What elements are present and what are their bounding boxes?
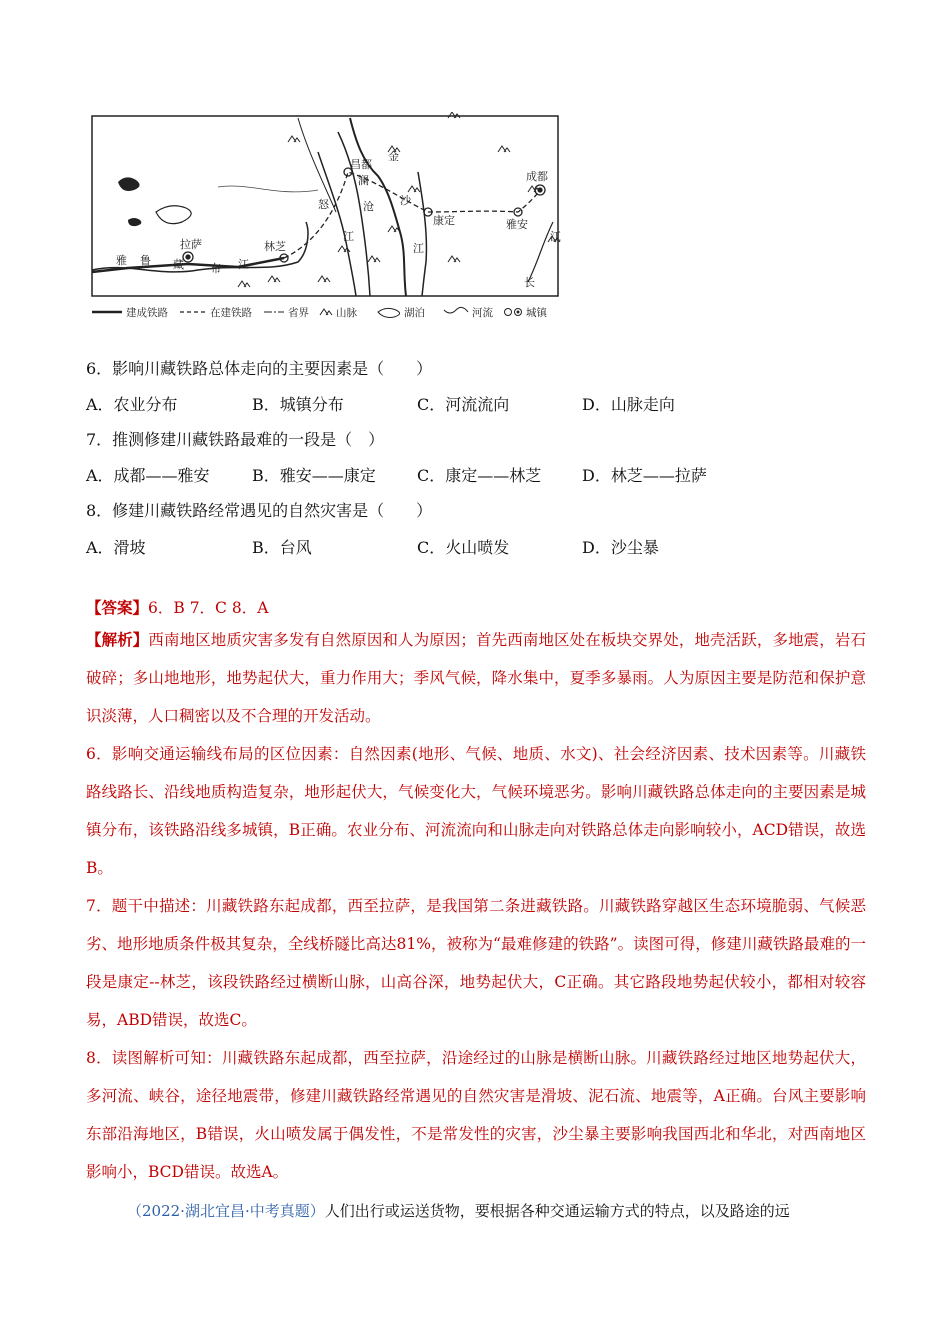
city-label-chengdu: 成都 xyxy=(526,170,548,183)
analysis-intro: 西南地区地质灾害多发有自然原因和人为原因；首先西南地区处在板块交界处，地壳活跃，多地震，岩石破碎；多山地地形，地势起伏大，重力作用大；季风气候，降水集中，夏季多暴雨。人为原因主要是防范和保护意识淡薄，人口稠密以及不合理的开发活动。 xyxy=(86,631,866,725)
svg-text:建成铁路: 建成铁路 xyxy=(126,307,168,319)
analysis-q8: 8．读图解析可知：川藏铁路东起成都，西至拉萨，沿途经过的山脉是横断山脉。川藏铁路经过地区地势起伏大，多河流、峡谷，途径地震带，修建川藏铁路经常遇见的自然灾害是滑坡、泥石流、地震等，A正确。台风主要影响东部沿海地区，B错误，火山喷发属于偶发性，不是常发性的灾害，沙尘暴主要影响我国西北和华北，对西南地区影响小，BCD错误。故选A。 xyxy=(86,1049,866,1181)
question-6-option-c: C．河流流向 xyxy=(417,395,510,414)
city-label-kangding: 康定 xyxy=(433,214,455,227)
svg-text:江: 江 xyxy=(238,258,249,271)
question-8-option-b: B．台风 xyxy=(252,538,312,557)
svg-text:河流: 河流 xyxy=(472,307,493,319)
river-label-jinsha: 金 xyxy=(388,150,399,163)
sichuan-tibet-railway-map xyxy=(88,112,570,324)
question-7-option-d: D．林芝——拉萨 xyxy=(582,466,707,485)
question-8-stem: 8．修建川藏铁路经常遇见的自然灾害是（ ） xyxy=(86,501,433,520)
svg-text:沙: 沙 xyxy=(400,194,411,207)
city-label-lasa: 拉萨 xyxy=(180,238,202,251)
question-7-stem: 7．推测修建川藏铁路最难的一段是（ ） xyxy=(86,430,385,449)
question-source: （2022·湖北宜昌·中考真题） xyxy=(127,1202,325,1220)
river-label-lancang: 澜 xyxy=(358,174,369,187)
analysis-q7: 7．题干中描述：川藏铁路东起成都，西至拉萨，是我国第二条进藏铁路。川藏铁路穿越区生态环境脆弱、气候恶劣、地形地质条件极其复杂，全线桥隧比高达81%，被称为“最难修建的铁路”。读图可得，修建川藏铁路最难的一段是康定--林芝，该段铁路经过横断山脉，山高谷深，地势起伏大，C正确。其它路段地势起伏较小，都相对较容易，ABD错误，故选C。 xyxy=(86,897,866,1029)
svg-text:沧: 沧 xyxy=(363,200,374,213)
svg-text:山脉: 山脉 xyxy=(336,307,357,319)
svg-text:藏: 藏 xyxy=(173,258,184,271)
question-7-option-c: C．康定——林芝 xyxy=(417,466,542,485)
map-legend xyxy=(92,306,548,319)
svg-text:江: 江 xyxy=(343,230,354,243)
question-8-option-d: D．沙尘暴 xyxy=(582,538,659,557)
analysis-label: 【解析】 xyxy=(86,630,149,649)
next-question-line xyxy=(127,1200,790,1221)
analysis-block xyxy=(86,597,866,1191)
question-text: 人们出行或运送货物，要根据各种交通运输方式的特点，以及路途的远 xyxy=(324,1202,790,1220)
question-7-option-b: B．雅安——康定 xyxy=(252,466,376,485)
svg-text:鲁: 鲁 xyxy=(140,254,151,267)
river-label-nu: 怒 xyxy=(318,198,329,211)
river-label-chang: 江 xyxy=(550,230,561,243)
svg-text:在建铁路: 在建铁路 xyxy=(210,307,252,319)
city-label-yaan: 雅安 xyxy=(506,218,528,231)
svg-text:城镇: 城镇 xyxy=(526,307,547,319)
question-6-option-a: A．农业分布 xyxy=(86,395,178,414)
question-7-option-a: A．成都——雅安 xyxy=(86,466,210,485)
question-6-option-d: D．山脉走向 xyxy=(582,395,675,414)
analysis-q6: 6．影响交通运输线布局的区位因素：自然因素(地形、气候、地质、水文)、社会经济因素、技术因素等。川藏铁路线路长、沿线地质构造复杂，地形起伏大，气候变化大，气候环境恶劣。影响川藏铁路总体走向的主要因素是城镇分布，该铁路沿线多城镇，B正确。农业分布、河流流向和山脉走向对铁路总体走向影响较小，ACD错误，故选B。 xyxy=(86,745,866,877)
city-label-changdu: 昌都 xyxy=(350,158,372,171)
question-8-option-a: A．滑坡 xyxy=(86,538,146,557)
river-label-ya: 雅 xyxy=(116,254,127,267)
answer-text: 6．B 7．C 8．A xyxy=(148,599,269,617)
city-label-linzhi: 林芝 xyxy=(264,240,286,253)
question-8-option-c: C．火山喷发 xyxy=(417,538,510,557)
svg-text:长: 长 xyxy=(524,276,535,289)
question-6-stem: 6．影响川藏铁路总体走向的主要因素是（ ） xyxy=(86,359,433,378)
svg-text:布: 布 xyxy=(210,262,221,275)
river-label-yalong: 江 xyxy=(413,242,424,255)
svg-text:湖泊: 湖泊 xyxy=(404,307,425,319)
answer-label: 【答案】 xyxy=(86,598,149,617)
question-6-option-b: B．城镇分布 xyxy=(252,395,344,414)
svg-text:省界: 省界 xyxy=(288,307,309,319)
